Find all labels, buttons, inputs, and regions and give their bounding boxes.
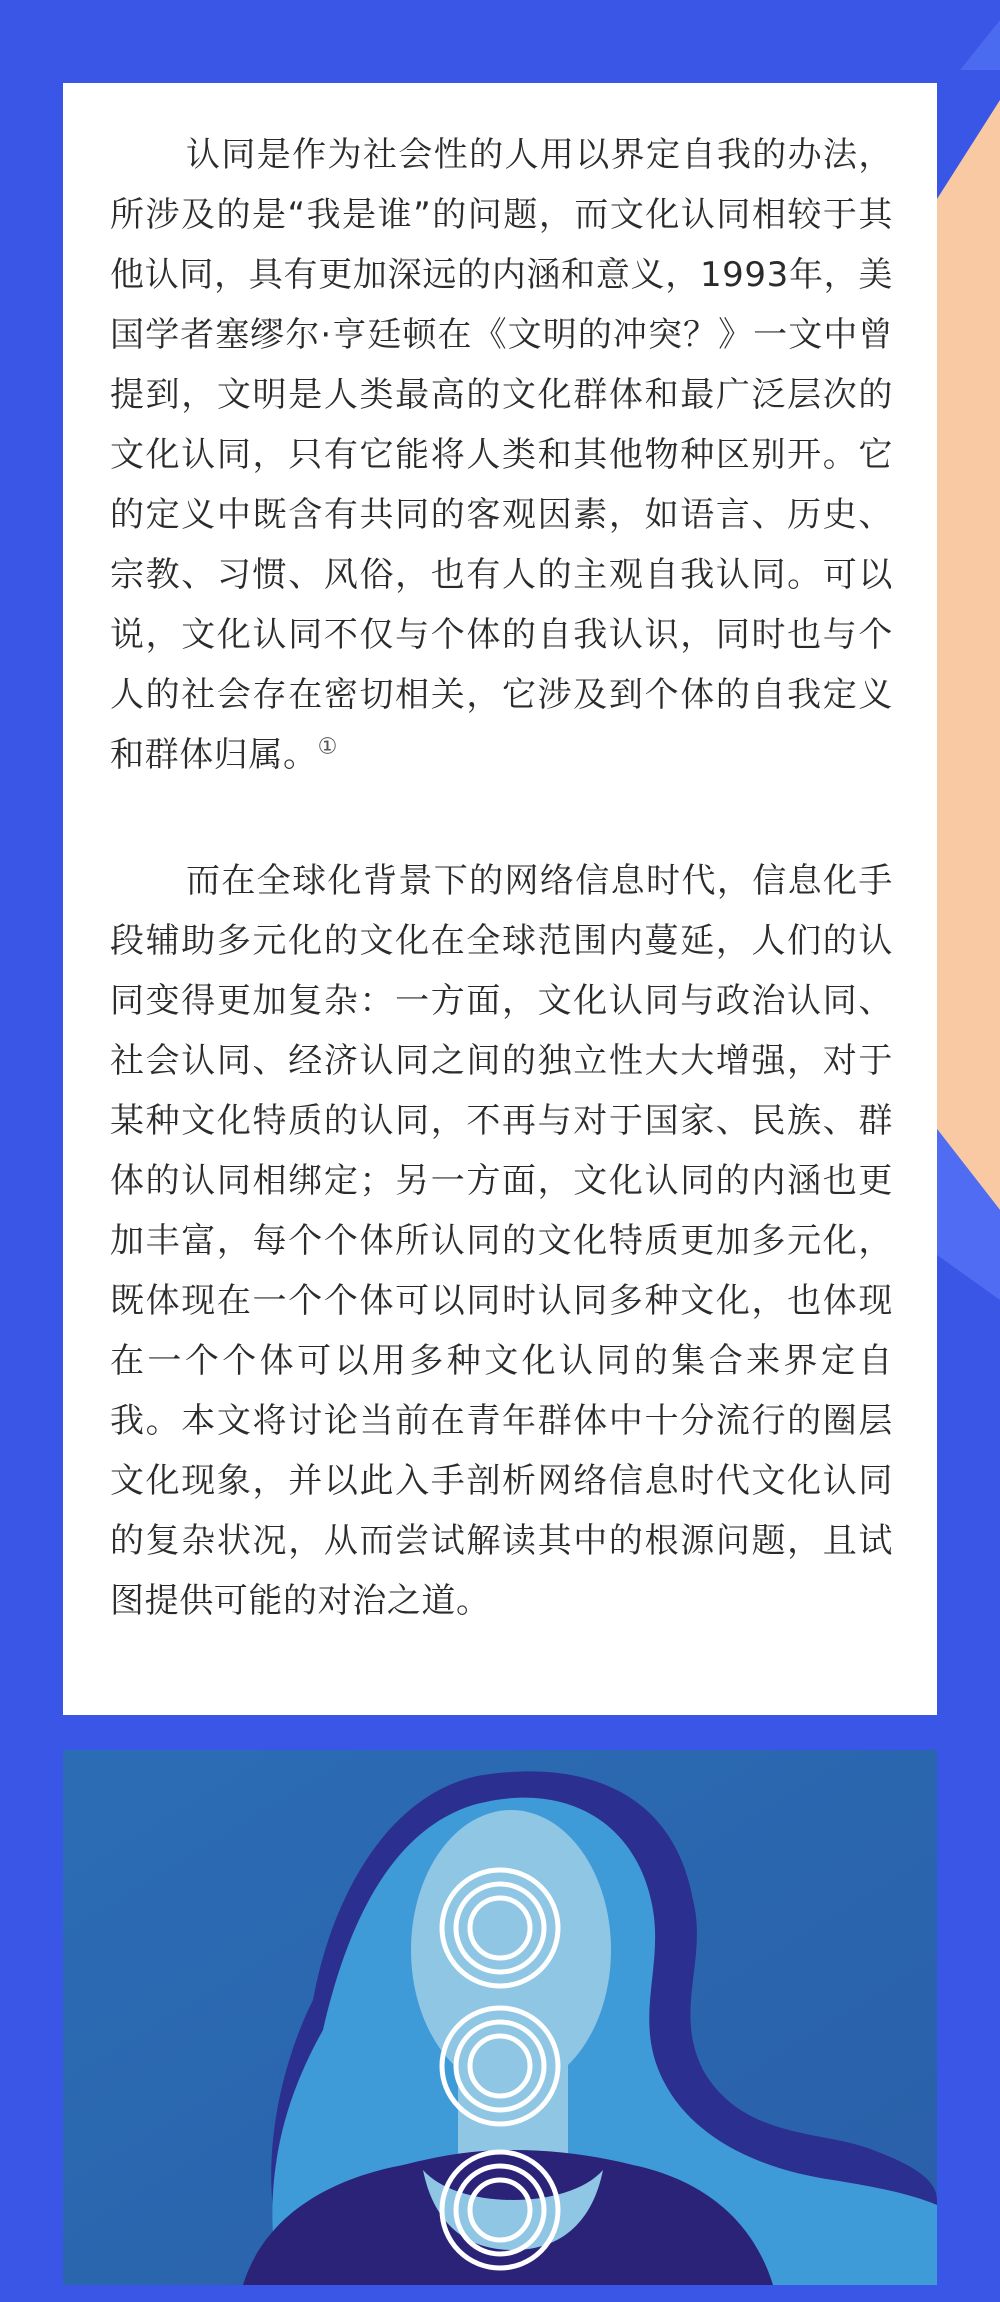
footnote-marker[interactable]: ① <box>317 734 338 760</box>
decorative-edge-shape <box>930 0 1000 1420</box>
woman-silhouette-with-chakra-rings-icon <box>63 1750 937 2285</box>
article-paragraph-2: 而在全球化背景下的网络信息时代，信息化手段辅助多元化的文化在全球范围内蔓延，人们的认同变得更加复杂：一方面，文化认同与政治认同、社会认同、经济认同之间的独立性大大增强，对于某种文化特质的认同，不再与对于国家、民族、群体的认同相绑定；另一方面，文化认同的内涵也更加丰富，每个个体所认同的文化特质更加多元化，既体现在一个个体可以同时认同多种文化，也体现在一个个体可以用多种文化认同的集合来界定自我。本文将讨论当前在青年群体中十分流行的圈层文化现象，并以此入手剖析网络信息时代文化认同的复杂状况，从而尝试解读其中的根源问题，且试图提供可能的对治之道。 <box>110 861 893 1621</box>
woman-silhouette-illustration <box>63 1750 937 2285</box>
paragraph-1-text: 认同是作为社会性的人用以界定自我的办法，所涉及的是“我是谁”的问题，而文化认同相较于其他认同，具有更加深远的内涵和意义，1993年，美国学者塞缪尔·亨廷顿在《文明的冲突？》一文中曾提到，文明是人类最高的文化群体和最广泛层次的文化认同，只有它能将人类和其他物种区别开。它的定义中既含有共同的客观因素，如语言、历史、宗教、习惯、风俗，也有人的主观自我认同。可以说，文化认同不仅与个体的自我认识，同时也与个人的社会存在密切相关，它涉及到个体的自我定义和群体归属。 <box>110 135 893 775</box>
article-card <box>63 83 937 1715</box>
article-paragraph-1 <box>110 125 893 785</box>
